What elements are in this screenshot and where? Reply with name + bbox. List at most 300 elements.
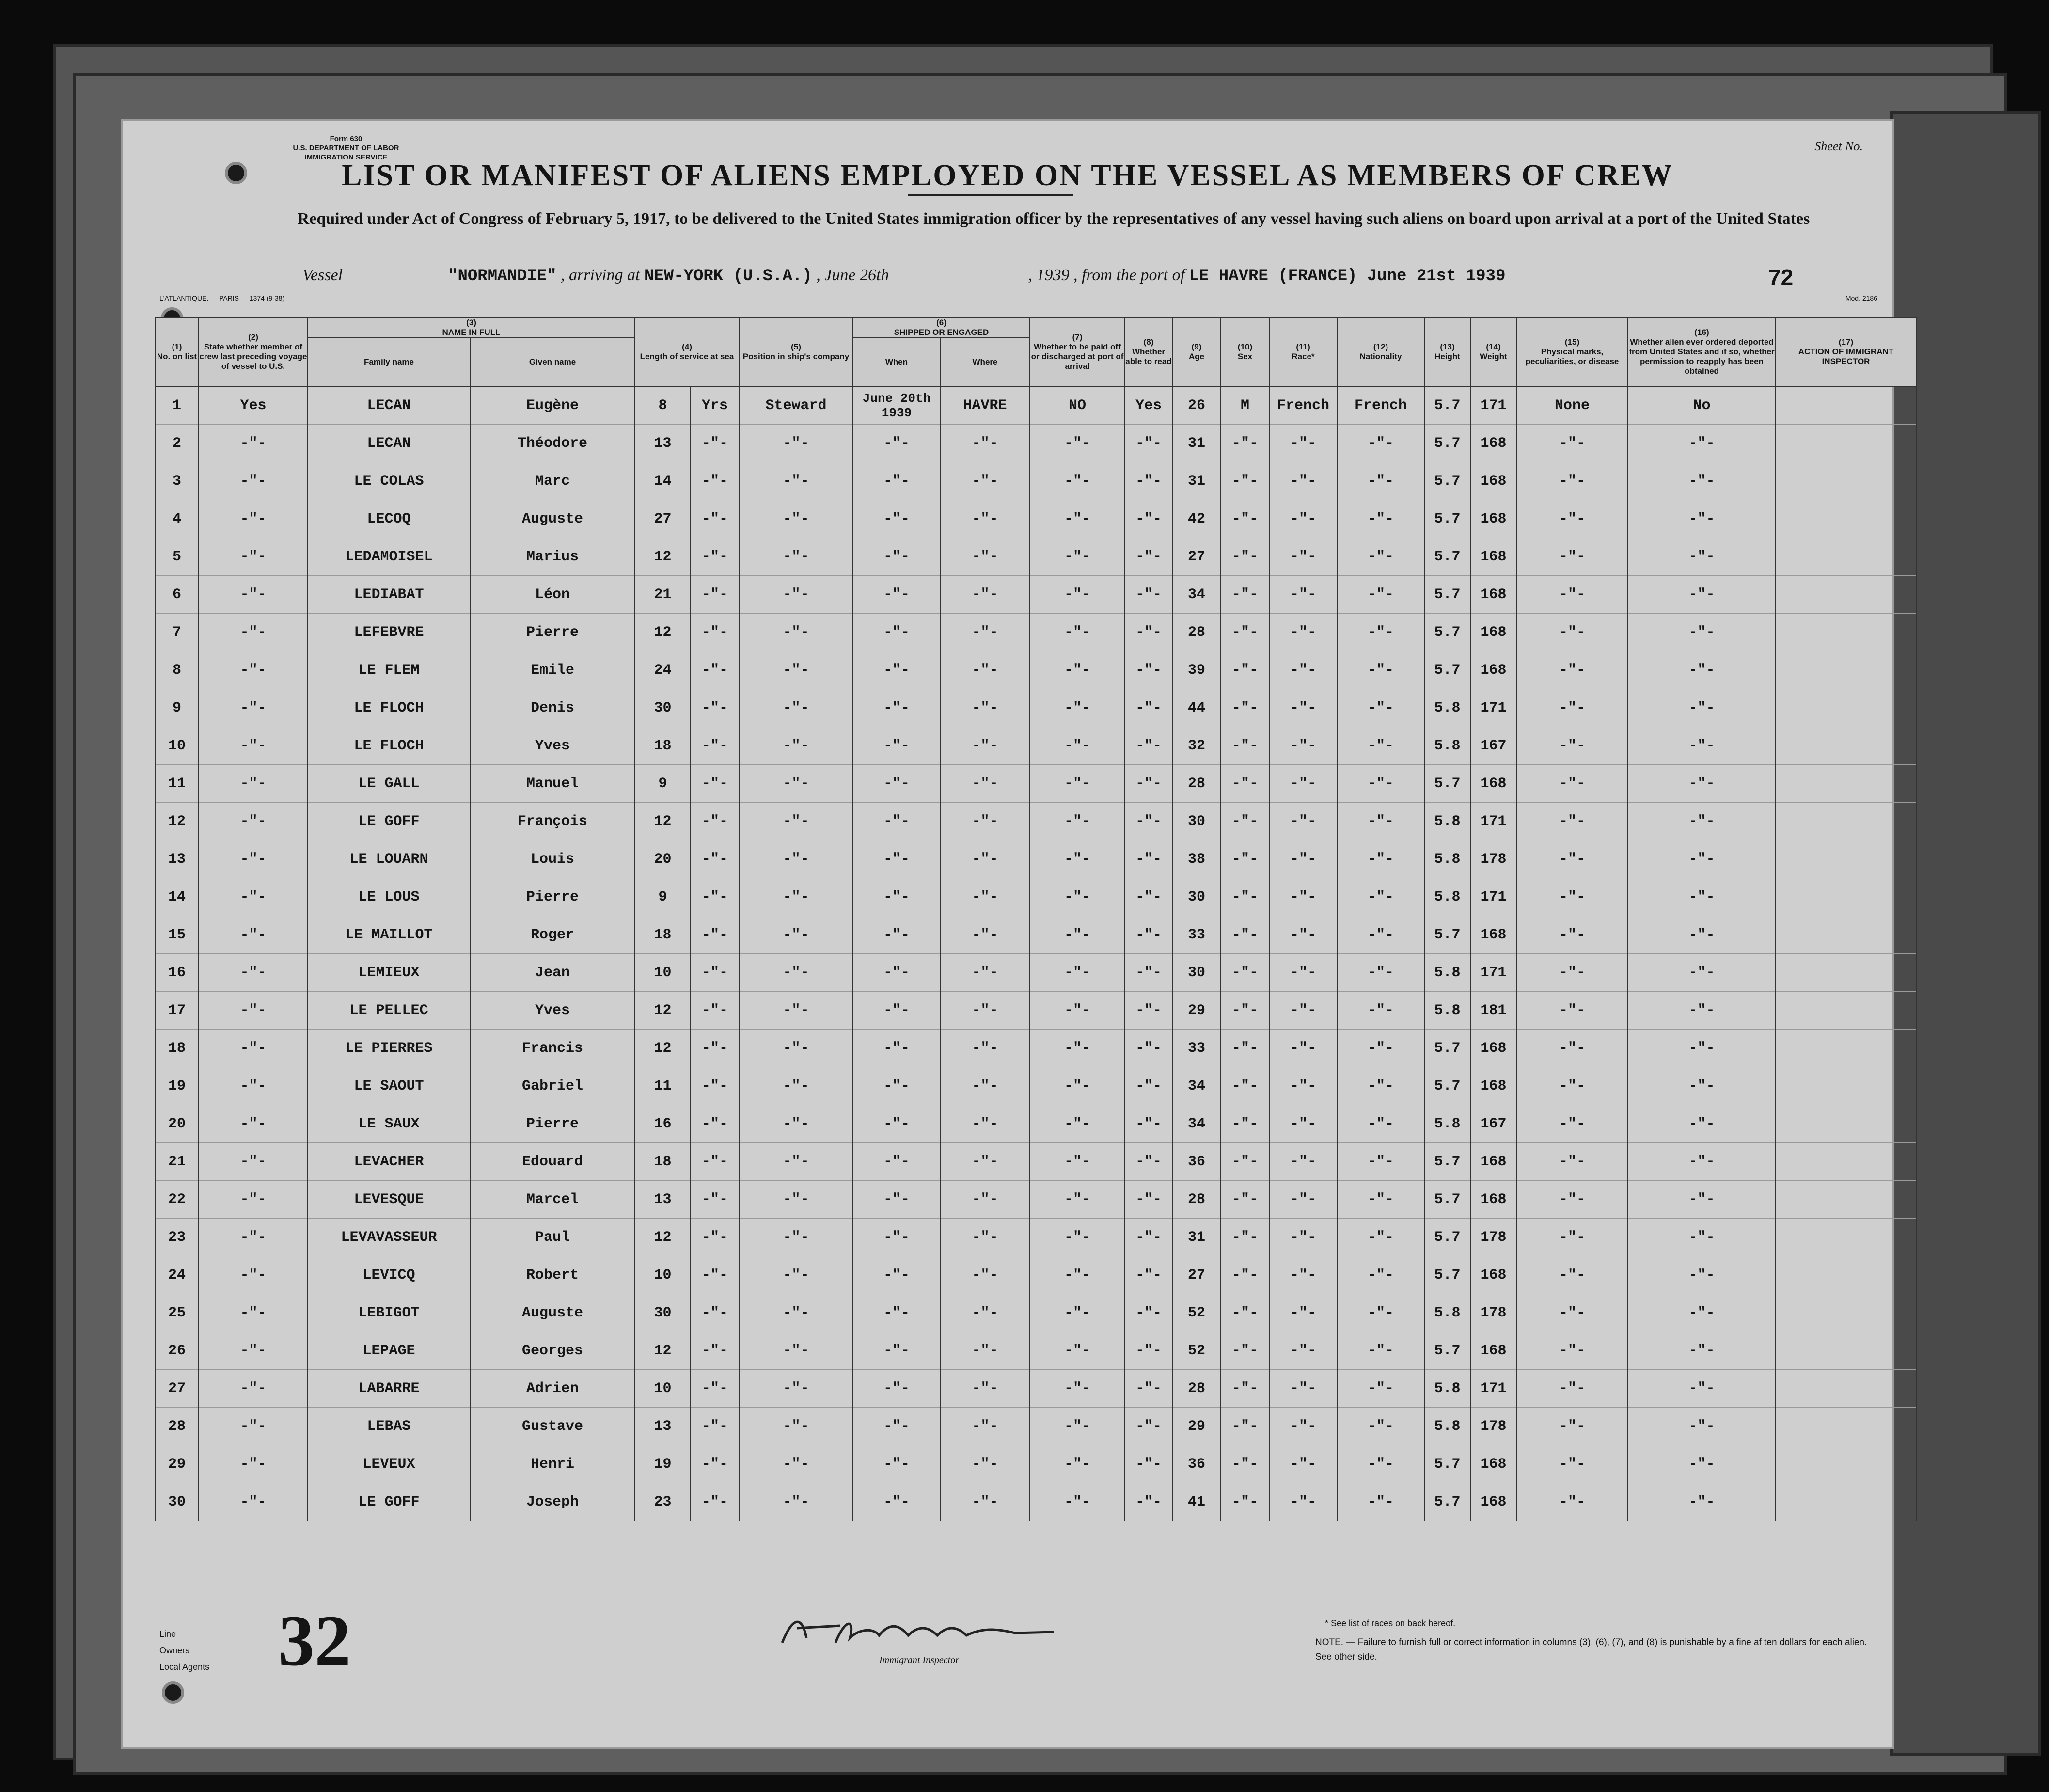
sex-cell: -"- <box>1221 614 1269 651</box>
able-to-read-cell: -"- <box>1125 1294 1172 1332</box>
row-number-cell: 16 <box>155 954 199 992</box>
col-nationality-header: (12) Nationality <box>1337 317 1424 386</box>
physical-marks-cell: -"- <box>1516 425 1628 462</box>
physical-marks-cell: -"- <box>1516 462 1628 500</box>
sex-cell: -"- <box>1221 538 1269 576</box>
family-name-cell: LE MAILLOT <box>308 916 470 954</box>
race-cell: -"- <box>1269 1483 1337 1521</box>
service-years-cell: 30 <box>635 1294 691 1332</box>
service-unit-cell: -"- <box>691 1143 739 1181</box>
age-cell: 28 <box>1172 614 1221 651</box>
nationality-cell: -"- <box>1337 803 1424 840</box>
physical-marks-cell: -"- <box>1516 1445 1628 1483</box>
shipped-where-cell: -"- <box>940 462 1030 500</box>
inspector-action-cell <box>1776 878 1916 916</box>
paid-off-cell: -"- <box>1030 1105 1125 1143</box>
sex-cell: -"- <box>1221 1143 1269 1181</box>
sex-cell: -"- <box>1221 1219 1269 1256</box>
deported-cell: -"- <box>1628 1181 1776 1219</box>
paid-off-cell: -"- <box>1030 614 1125 651</box>
vessel-label: Vessel <box>302 266 343 284</box>
height-cell: 5.7 <box>1424 1030 1470 1067</box>
service-years-cell: 30 <box>635 689 691 727</box>
able-to-read-cell: -"- <box>1125 727 1172 765</box>
weight-cell: 168 <box>1470 1256 1516 1294</box>
weight-cell: 168 <box>1470 1181 1516 1219</box>
able-to-read-cell: -"- <box>1125 1256 1172 1294</box>
nationality-cell: -"- <box>1337 992 1424 1030</box>
age-cell: 31 <box>1172 462 1221 500</box>
nationality-cell: -"- <box>1337 1143 1424 1181</box>
position-cell: -"- <box>739 462 853 500</box>
col-weight-header: (14) Weight <box>1470 317 1516 386</box>
inspector-action-cell <box>1776 651 1916 689</box>
age-cell: 36 <box>1172 1143 1221 1181</box>
service-unit-cell: -"- <box>691 1105 739 1143</box>
service-years-cell: 11 <box>635 1067 691 1105</box>
service-unit-cell: -"- <box>691 1332 739 1370</box>
weight-cell: 178 <box>1470 840 1516 878</box>
shipped-where-cell: -"- <box>940 1370 1030 1408</box>
family-name-cell: LEMIEUX <box>308 954 470 992</box>
family-name-cell: LEPAGE <box>308 1332 470 1370</box>
table-row <box>155 1332 1916 1370</box>
paid-off-cell: -"- <box>1030 1332 1125 1370</box>
model-number: Mod. 2186 <box>1845 294 1877 302</box>
physical-marks-cell: -"- <box>1516 1181 1628 1219</box>
inspector-action-cell <box>1776 1143 1916 1181</box>
col-family-name-header: Family name <box>308 338 470 386</box>
deported-cell: -"- <box>1628 954 1776 992</box>
inspector-action-cell <box>1776 1408 1916 1445</box>
nationality-cell: -"- <box>1337 727 1424 765</box>
weight-cell: 168 <box>1470 538 1516 576</box>
previous-voyage-cell: -"- <box>199 916 308 954</box>
deported-cell: -"- <box>1628 576 1776 614</box>
able-to-read-cell: -"- <box>1125 576 1172 614</box>
sex-cell: -"- <box>1221 500 1269 538</box>
service-unit-cell: -"- <box>691 1408 739 1445</box>
deported-cell: -"- <box>1628 878 1776 916</box>
sex-cell: -"- <box>1221 576 1269 614</box>
sex-cell: M <box>1221 386 1269 425</box>
able-to-read-cell: -"- <box>1125 1067 1172 1105</box>
row-number-cell: 24 <box>155 1256 199 1294</box>
shipped-when-cell: -"- <box>853 803 940 840</box>
physical-marks-cell: -"- <box>1516 840 1628 878</box>
shipped-where-cell: -"- <box>940 1030 1030 1067</box>
previous-voyage-cell: -"- <box>199 840 308 878</box>
family-name-cell: LE LOUS <box>308 878 470 916</box>
able-to-read-cell: -"- <box>1125 954 1172 992</box>
nationality-cell: -"- <box>1337 1332 1424 1370</box>
race-cell: -"- <box>1269 1105 1337 1143</box>
nationality-cell: -"- <box>1337 614 1424 651</box>
row-number-cell: 6 <box>155 576 199 614</box>
inspector-action-cell <box>1776 576 1916 614</box>
service-unit-cell: -"- <box>691 614 739 651</box>
row-number-cell: 21 <box>155 1143 199 1181</box>
shipped-when-cell: -"- <box>853 538 940 576</box>
previous-voyage-cell: -"- <box>199 538 308 576</box>
able-to-read-cell: -"- <box>1125 1483 1172 1521</box>
sex-cell: -"- <box>1221 727 1269 765</box>
page-title: LIST OR MANIFEST OF ALIENS EMPLOYED ON THE VESSEL AS MEMBERS OF CREW <box>342 159 1673 192</box>
shipped-when-cell: -"- <box>853 500 940 538</box>
paid-off-cell: -"- <box>1030 803 1125 840</box>
shipped-where-cell: -"- <box>940 803 1030 840</box>
able-to-read-cell: -"- <box>1125 1445 1172 1483</box>
paid-off-cell: -"- <box>1030 1408 1125 1445</box>
paid-off-cell: NO <box>1030 386 1125 425</box>
shipped-where-cell: -"- <box>940 614 1030 651</box>
nationality-cell: -"- <box>1337 1030 1424 1067</box>
given-name-cell: Louis <box>470 840 635 878</box>
service-unit-cell: -"- <box>691 992 739 1030</box>
nationality-cell: -"- <box>1337 1294 1424 1332</box>
physical-marks-cell: -"- <box>1516 1219 1628 1256</box>
given-name-cell: Robert <box>470 1256 635 1294</box>
able-to-read-cell: Yes <box>1125 386 1172 425</box>
previous-voyage-cell: -"- <box>199 651 308 689</box>
col-position-header: (5) Position in ship's company <box>739 317 853 386</box>
race-cell: -"- <box>1269 689 1337 727</box>
family-name-cell: LE FLEM <box>308 651 470 689</box>
table-row <box>155 1143 1916 1181</box>
sex-cell: -"- <box>1221 840 1269 878</box>
row-number-cell: 23 <box>155 1219 199 1256</box>
shipped-where-cell: -"- <box>940 689 1030 727</box>
table-row <box>155 1181 1916 1219</box>
position-cell: -"- <box>739 878 853 916</box>
sex-cell: -"- <box>1221 1483 1269 1521</box>
nationality-cell: -"- <box>1337 1256 1424 1294</box>
age-cell: 36 <box>1172 1445 1221 1483</box>
nationality-cell: -"- <box>1337 916 1424 954</box>
row-number-cell: 4 <box>155 500 199 538</box>
family-name-cell: LEVACHER <box>308 1143 470 1181</box>
inspector-action-cell <box>1776 992 1916 1030</box>
col-length-service-header: (4) Length of service at sea <box>635 317 739 386</box>
deported-cell: -"- <box>1628 916 1776 954</box>
able-to-read-cell: -"- <box>1125 878 1172 916</box>
deported-cell: -"- <box>1628 840 1776 878</box>
nationality-cell: -"- <box>1337 500 1424 538</box>
deported-cell: -"- <box>1628 462 1776 500</box>
paid-off-cell: -"- <box>1030 576 1125 614</box>
previous-voyage-cell: -"- <box>199 1067 308 1105</box>
nationality-cell: -"- <box>1337 1370 1424 1408</box>
table-row <box>155 954 1916 992</box>
able-to-read-cell: -"- <box>1125 1408 1172 1445</box>
service-unit-cell: -"- <box>691 689 739 727</box>
shipped-where-cell: -"- <box>940 1219 1030 1256</box>
physical-marks-cell: -"- <box>1516 651 1628 689</box>
row-number-cell: 15 <box>155 916 199 954</box>
family-name-cell: LE GOFF <box>308 803 470 840</box>
height-cell: 5.8 <box>1424 878 1470 916</box>
col-previous-voyage-header: (2) State whether member of crew last preceding voyage of vessel to U.S. <box>199 317 308 386</box>
table-row <box>155 1030 1916 1067</box>
service-unit-cell: -"- <box>691 1219 739 1256</box>
shipped-when-cell: -"- <box>853 840 940 878</box>
shipped-when-cell: -"- <box>853 1105 940 1143</box>
previous-voyage-cell: -"- <box>199 727 308 765</box>
age-cell: 34 <box>1172 1067 1221 1105</box>
weight-cell: 171 <box>1470 803 1516 840</box>
table-row <box>155 462 1916 500</box>
shipped-where-cell: -"- <box>940 954 1030 992</box>
deported-cell: -"- <box>1628 1256 1776 1294</box>
family-name-cell: LECAN <box>308 386 470 425</box>
weight-cell: 171 <box>1470 1370 1516 1408</box>
position-cell: -"- <box>739 727 853 765</box>
able-to-read-cell: -"- <box>1125 916 1172 954</box>
age-cell: 30 <box>1172 878 1221 916</box>
physical-marks-cell: -"- <box>1516 500 1628 538</box>
shipped-where-cell: -"- <box>940 500 1030 538</box>
service-years-cell: 13 <box>635 1408 691 1445</box>
age-cell: 44 <box>1172 689 1221 727</box>
inspector-signature <box>763 1609 1102 1652</box>
previous-voyage-cell: -"- <box>199 462 308 500</box>
service-unit-cell: -"- <box>691 765 739 803</box>
shipped-where-cell: -"- <box>940 538 1030 576</box>
position-cell: -"- <box>739 840 853 878</box>
table-row <box>155 386 1916 425</box>
nationality-cell: -"- <box>1337 1219 1424 1256</box>
deported-cell: -"- <box>1628 1445 1776 1483</box>
able-to-read-cell: -"- <box>1125 462 1172 500</box>
service-unit-cell: -"- <box>691 803 739 840</box>
inspector-action-cell <box>1776 425 1916 462</box>
height-cell: 5.8 <box>1424 1408 1470 1445</box>
col-deported-header: (16) Whether alien ever ordered deported from United States and if so, whether permission to reapply has been obtained <box>1628 317 1776 386</box>
inspector-action-cell <box>1776 1483 1916 1521</box>
able-to-read-cell: -"- <box>1125 1030 1172 1067</box>
physical-marks-cell: -"- <box>1516 1483 1628 1521</box>
physical-marks-cell: None <box>1516 386 1628 425</box>
weight-cell: 168 <box>1470 651 1516 689</box>
given-name-cell: Théodore <box>470 425 635 462</box>
shipped-where-cell: -"- <box>940 1408 1030 1445</box>
col-marks-header: (15) Physical marks, peculiarities, or disease <box>1516 317 1628 386</box>
bottom-labels <box>159 1626 209 1675</box>
table-row <box>155 1256 1916 1294</box>
sex-cell: -"- <box>1221 954 1269 992</box>
service-unit-cell: -"- <box>691 538 739 576</box>
weight-cell: 181 <box>1470 992 1516 1030</box>
shipped-when-cell: -"- <box>853 689 940 727</box>
given-name-cell: Auguste <box>470 500 635 538</box>
title-rule <box>908 194 1073 196</box>
age-cell: 41 <box>1172 1483 1221 1521</box>
age-cell: 28 <box>1172 1370 1221 1408</box>
weight-cell: 168 <box>1470 425 1516 462</box>
row-number-cell: 27 <box>155 1370 199 1408</box>
sheet-no-label: Sheet No. <box>1814 139 1863 153</box>
paid-off-cell: -"- <box>1030 1483 1125 1521</box>
table-row <box>155 689 1916 727</box>
previous-voyage-cell: -"- <box>199 1445 308 1483</box>
height-cell: 5.8 <box>1424 1294 1470 1332</box>
given-name-cell: Léon <box>470 576 635 614</box>
page-number: 32 <box>278 1601 351 1681</box>
shipped-where-cell: -"- <box>940 916 1030 954</box>
service-name: IMMIGRATION SERVICE <box>304 153 388 161</box>
table-row <box>155 1483 1916 1521</box>
column-number-row <box>155 317 1916 338</box>
position-cell: -"- <box>739 1105 853 1143</box>
race-cell: -"- <box>1269 500 1337 538</box>
height-cell: 5.8 <box>1424 840 1470 878</box>
physical-marks-cell: -"- <box>1516 1408 1628 1445</box>
height-cell: 5.7 <box>1424 1143 1470 1181</box>
row-number-cell: 5 <box>155 538 199 576</box>
previous-voyage-cell: -"- <box>199 689 308 727</box>
table-row <box>155 538 1916 576</box>
height-cell: 5.7 <box>1424 1219 1470 1256</box>
table-row <box>155 916 1916 954</box>
service-years-cell: 10 <box>635 1370 691 1408</box>
age-cell: 28 <box>1172 1181 1221 1219</box>
race-cell: -"- <box>1269 992 1337 1030</box>
shipped-when-cell: -"- <box>853 1370 940 1408</box>
paid-off-cell: -"- <box>1030 840 1125 878</box>
page-subtitle: Required under Act of Congress of February 5, 1917, to be delivered to the United States immigration officer by the representatives of any vessel having such aliens on board upon arrival at a port of the United States <box>297 210 1810 228</box>
shipped-when-cell: -"- <box>853 727 940 765</box>
previous-voyage-cell: -"- <box>199 1256 308 1294</box>
height-cell: 5.7 <box>1424 1067 1470 1105</box>
age-cell: 28 <box>1172 765 1221 803</box>
sex-cell: -"- <box>1221 765 1269 803</box>
race-cell: -"- <box>1269 916 1337 954</box>
given-name-cell: Denis <box>470 689 635 727</box>
able-to-read-cell: -"- <box>1125 992 1172 1030</box>
given-name-cell: François <box>470 803 635 840</box>
service-years-cell: 10 <box>635 1256 691 1294</box>
paid-off-cell: -"- <box>1030 500 1125 538</box>
departure-port: LE HAVRE (FRANCE) June 21st 1939 <box>1189 267 1506 285</box>
col-given-name-header: Given name <box>470 338 635 386</box>
inspector-action-cell <box>1776 916 1916 954</box>
service-years-cell: 18 <box>635 916 691 954</box>
paid-off-cell: -"- <box>1030 1219 1125 1256</box>
paid-off-cell: -"- <box>1030 538 1125 576</box>
position-cell: -"- <box>739 1294 853 1332</box>
inspector-action-cell <box>1776 1105 1916 1143</box>
race-cell: -"- <box>1269 1294 1337 1332</box>
service-unit-cell: -"- <box>691 500 739 538</box>
shipped-when-cell: -"- <box>853 954 940 992</box>
nationality-cell: -"- <box>1337 576 1424 614</box>
weight-cell: 178 <box>1470 1219 1516 1256</box>
sex-cell: -"- <box>1221 1370 1269 1408</box>
note-text: Failure to furnish full or correct information in columns (3), (6), (7), and (8) is punishable by a fine af ten dollars for each alien. See other side. <box>1315 1637 1867 1662</box>
owners-label: Owners <box>159 1646 190 1655</box>
sex-cell: -"- <box>1221 1030 1269 1067</box>
row-number-cell: 22 <box>155 1181 199 1219</box>
col-age-header: (9) Age <box>1172 317 1221 386</box>
table-row <box>155 992 1916 1030</box>
able-to-read-cell: -"- <box>1125 1370 1172 1408</box>
race-cell: -"- <box>1269 1143 1337 1181</box>
position-cell: -"- <box>739 689 853 727</box>
weight-cell: 168 <box>1470 765 1516 803</box>
given-name-cell: Pierre <box>470 614 635 651</box>
previous-voyage-cell: -"- <box>199 576 308 614</box>
height-cell: 5.7 <box>1424 538 1470 576</box>
shipped-where-cell: -"- <box>940 651 1030 689</box>
row-number-cell: 19 <box>155 1067 199 1105</box>
service-unit-cell: -"- <box>691 727 739 765</box>
weight-cell: 178 <box>1470 1408 1516 1445</box>
sex-cell: -"- <box>1221 878 1269 916</box>
race-cell: -"- <box>1269 1030 1337 1067</box>
paid-off-cell: -"- <box>1030 1030 1125 1067</box>
sex-cell: -"- <box>1221 1332 1269 1370</box>
deported-cell: -"- <box>1628 538 1776 576</box>
age-cell: 31 <box>1172 425 1221 462</box>
age-cell: 32 <box>1172 727 1221 765</box>
inspector-action-cell <box>1776 1370 1916 1408</box>
manifest-sheet <box>121 119 1894 1749</box>
service-years-cell: 16 <box>635 1105 691 1143</box>
family-name-cell: LE COLAS <box>308 462 470 500</box>
previous-voyage-cell: -"- <box>199 1030 308 1067</box>
shipped-when-cell: -"- <box>853 992 940 1030</box>
previous-voyage-cell: -"- <box>199 803 308 840</box>
shipped-where-cell: -"- <box>940 1067 1030 1105</box>
from-label: , from the port of <box>1073 266 1185 284</box>
service-unit-cell: -"- <box>691 954 739 992</box>
table-row <box>155 1408 1916 1445</box>
weight-cell: 168 <box>1470 916 1516 954</box>
service-unit-cell: -"- <box>691 1445 739 1483</box>
nationality-cell: -"- <box>1337 878 1424 916</box>
previous-voyage-cell: -"- <box>199 1105 308 1143</box>
family-name-cell: LE SAUX <box>308 1105 470 1143</box>
family-name-cell: LE SAOUT <box>308 1067 470 1105</box>
previous-voyage-cell: -"- <box>199 1294 308 1332</box>
shipped-when-cell: -"- <box>853 1483 940 1521</box>
position-cell: -"- <box>739 500 853 538</box>
position-cell: -"- <box>739 1370 853 1408</box>
service-years-cell: 20 <box>635 840 691 878</box>
given-name-cell: Edouard <box>470 1143 635 1181</box>
shipped-when-cell: June 20th 1939 <box>853 386 940 425</box>
physical-marks-cell: -"- <box>1516 1256 1628 1294</box>
table-row <box>155 1219 1916 1256</box>
service-unit-cell: -"- <box>691 462 739 500</box>
table-row <box>155 1445 1916 1483</box>
physical-marks-cell: -"- <box>1516 954 1628 992</box>
inspector-action-cell <box>1776 1256 1916 1294</box>
paid-off-cell: -"- <box>1030 651 1125 689</box>
table-row <box>155 1067 1916 1105</box>
inspector-action-cell <box>1776 1181 1916 1219</box>
race-note: * See list of races on back hereof. <box>1325 1618 1456 1628</box>
deported-cell: -"- <box>1628 1294 1776 1332</box>
height-cell: 5.7 <box>1424 386 1470 425</box>
shipped-where-cell: -"- <box>940 727 1030 765</box>
age-cell: 34 <box>1172 576 1221 614</box>
table-row <box>155 500 1916 538</box>
service-years-cell: 21 <box>635 576 691 614</box>
weight-cell: 168 <box>1470 1143 1516 1181</box>
sex-cell: -"- <box>1221 651 1269 689</box>
deported-cell: -"- <box>1628 1370 1776 1408</box>
